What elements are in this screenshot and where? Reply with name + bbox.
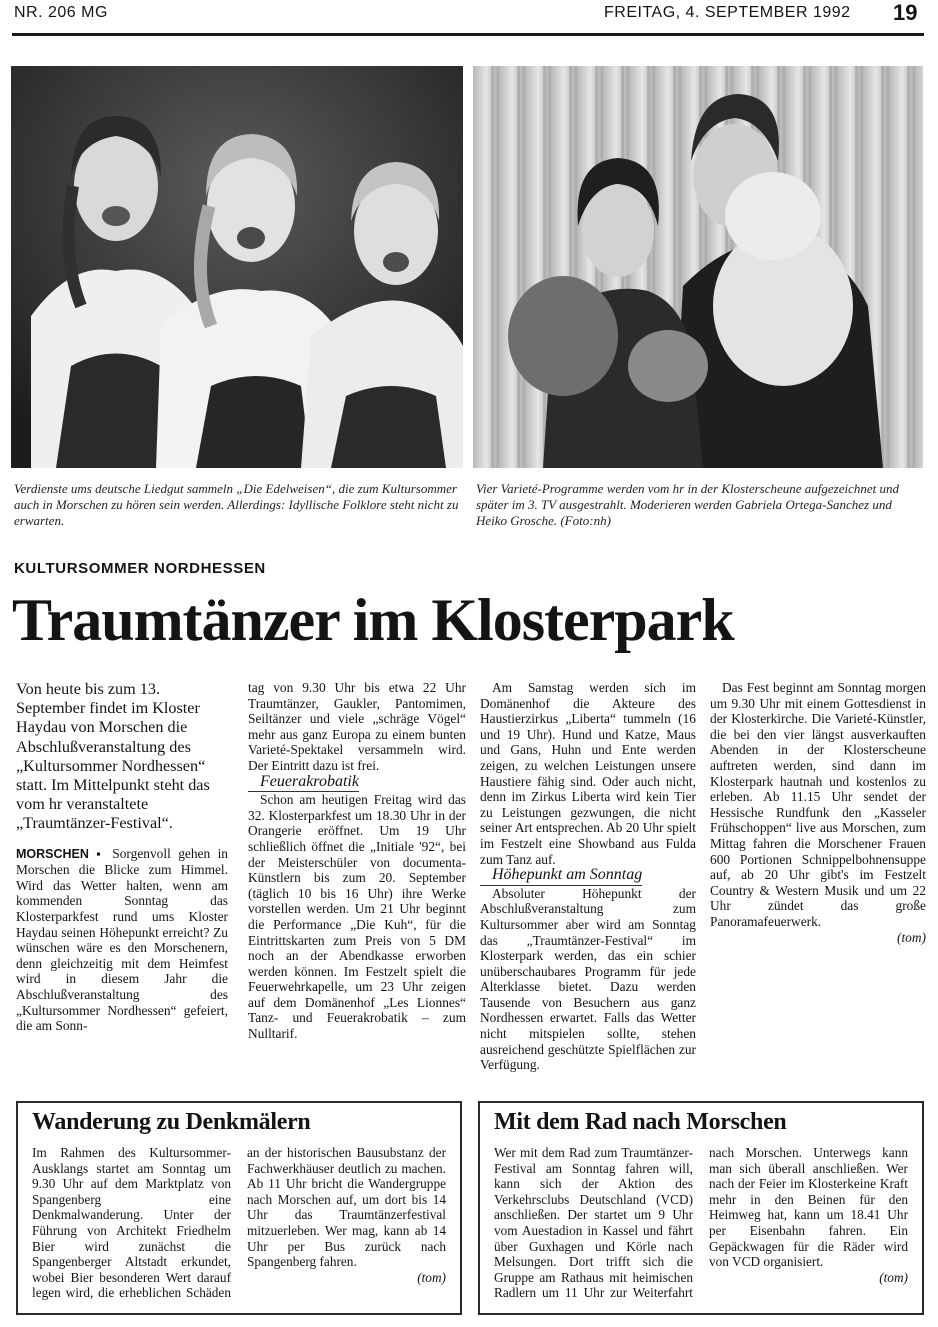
photo-edelweisen-image bbox=[11, 66, 463, 468]
article-column-2 bbox=[248, 680, 466, 1042]
header-rule bbox=[12, 33, 924, 36]
photo-presenters-image bbox=[473, 66, 923, 468]
article-dateline: MORSCHEN ▪ bbox=[16, 846, 105, 861]
article-headline: Traumtänzer im Klosterpark bbox=[12, 587, 734, 653]
box-rad-title: Mit dem Rad nach Morschen bbox=[494, 1109, 787, 1135]
box-rad-body bbox=[494, 1145, 908, 1301]
photo-presenters bbox=[473, 66, 923, 468]
article-paragraph-3: Am Samstag werden sich im Domänenhof die Akteure des Haustierzirkus „Liberta“ tummeln (16 und 19 Uhr). Hund und Katze, Maus und Gans, Huhn und Ente werden zeigen, zu welchen Leistungen unsere Haustiere fähig sind. Oder auch nicht, denn im Zirkus Liberta wird kein Tier zu Leistungen gezwungen, die nicht seiner Art entsprechen. Ab 20 Uhr spielt im Festzelt eine Showband aus Fulda zum Tanz auf. bbox=[480, 680, 696, 867]
article-paragraph-1-cont bbox=[248, 680, 466, 774]
box-wanderung bbox=[16, 1101, 462, 1315]
article-paragraph-4: Absoluter Höhepunkt der Abschlußveranstaltung zum Kultursommer aber wird am Sonntag das „Traumtänzer-Festival“ im Klosterpark werden, das ein schier unüberschaubares Programm für jede Alterklasse bietet. Dazu werden Tausende von Besuchern aus ganz Nordhessen erwartet. Falls das Wetter nicht mitspielen sollte, stehen ausreichend geschützte Spielflächen zur Verfügung. bbox=[480, 885, 696, 1073]
article-paragraph-5: Das Fest beginnt am Sonntag morgen um 9.30 Uhr mit einem Gottesdienst in der Klosterkirche. Die Varieté-Künstler, die bei den vier längst ausverkauften Abenden in der Klosterscheune auftreten werden, sind dann im Klosterpark hautnah und kostenlos zu erleben. Ab 11.15 Uhr sendet der Hessische Rundfunk den „Kasseler Frühschoppen“ live aus Morschen, zum Mittag fahren die Morschener Frauen 600 Portionen Schnippelbohnensuppe auf, ab 20 Uhr gibt's im Festzelt Country & Western Musik und um 22 Uhr zündet das große Panoramafeuerwerk. bbox=[710, 680, 926, 929]
caption-left: Verdienste ums deutsche Liedgut sammeln „Die Edelweisen“, die zum Kultursommer auch in Morschen zu hören sein werden. Allerdings: Idyllische Folklore steht nicht zu erwarten. bbox=[14, 481, 459, 528]
box-wanderung-title: Wanderung zu Denkmälern bbox=[32, 1109, 311, 1135]
article-column-4 bbox=[710, 680, 926, 945]
box-wanderung-body bbox=[32, 1145, 446, 1301]
article-paragraph-1-cont-text: tag von 9.30 Uhr bis etwa 22 Uhr Traumtänzer, Gaukler, Pantomimen, Seiltänzer und viele „schräge Vögel“ mehr aus ganz Europa zu einem bunten Varieté-Spektakel versammeln wird. Der Eintritt dazu ist frei. bbox=[248, 680, 466, 773]
box-rad-signature: (tom) bbox=[879, 1269, 908, 1285]
box-rad-text: Wer mit dem Rad zum Traumtänzer-Festival am Sonntag fahren will, kann sich der Aktion des Verkehrsclubs Deutschland (VCD) anschließen. Der startet um 9 Uhr vom Auestadion in Kassel und fährt über Guxhagen und Körle nach Melsungen. Dort trifft sich die Gruppe am Rathaus mit heimischen Radlern um 11 Uhr zur Weiterfahrt nach Morschen. Unterwegs kann man sich überall anschließen. Wer nach der Feier im Klosterkeine Kraft mehr in den Beinen für den Heimweg hat, kann um 18.41 Uhr per Eisenbahn fahren. Ein Gepäckwagen für die Räder wird von VCD organisiert. bbox=[494, 1145, 908, 1301]
photo-edelweisen bbox=[11, 66, 463, 468]
article-subhead-2: Höhepunkt am Sonntag bbox=[480, 867, 642, 886]
article-column-3 bbox=[480, 680, 696, 1073]
issue-date: FREITAG, 4. SEPTEMBER 1992 bbox=[604, 4, 851, 21]
article-kicker: KULTURSOMMER NORDHESSEN bbox=[14, 560, 266, 577]
article-paragraph-1 bbox=[16, 846, 228, 1034]
article-column-1 bbox=[16, 680, 228, 1034]
article-subhead-1: Feuerakrobatik bbox=[248, 774, 359, 793]
article-paragraph-2: Schon am heutigen Freitag wird das 32. Klosterparkfest um 18.30 Uhr in der Orangerie eröffnet. Um 19 Uhr schließlich öffnet die „Initiale '92“, bei der Meisterschüler von documenta-Künstlern bis zum 20. September (täglich 10 bis 16 Uhr) ihre Werke vorstellen werden. Um 21 Uhr beginnt die Performance „Die Kuh“, für die Eintrittskarten zum Preis von 5 DM noch an der Abendkasse erworben werden können. Im Festzelt spielt die Feuerwehrkapelle, um 23 Uhr zeigen auf dem Domänenhof „Les Lionnes“ Tanz- und Feuerakrobatik – zum Nulltarif. bbox=[248, 792, 466, 1042]
issue-number: NR. 206 MG bbox=[14, 4, 108, 21]
box-rad bbox=[478, 1101, 924, 1315]
box-wanderung-signature: (tom) bbox=[417, 1269, 446, 1285]
article-signature: (tom) bbox=[896, 929, 926, 945]
article-paragraph-1-text: Sorgenvoll gehen in Morschen die Blicke zum Himmel. Wird das Wetter halten, wenn am kommenden Sonntag das Klosterparkfest rund ums Kloster Haydau seinen Höhepunkt erreicht? Zu wünschen wäre es den Morschenern, denn gleichzeitig mit dem Heimfest wird in diesem Jahr die Abschlußveranstaltung des „Kultursommer Nordhessen“ gefeiert, die am Sonn- bbox=[16, 845, 228, 1034]
page-number: 19 bbox=[893, 0, 918, 25]
caption-right: Vier Varieté-Programme werden vom hr in der Klosterscheune aufgezeichnet und später im 3. TV ausgestrahlt. Moderieren werden Gabriela Ortega-Sanchez und Heiko Grosche. (Foto:nh) bbox=[476, 481, 900, 528]
box-wanderung-text: Im Rahmen des Kultursommer-Ausklangs startet am Sonntag um 9.30 Uhr auf dem Marktplatz von Spangenberg eine Denkmalwanderung. Unter der Führung von Architekt Friedhelm Bier wird zunächst die Spangenberger Altstadt erkundet, wobei Bier besonderen Wert darauf legen wird, die erheblichen Schäden an der historischen Bausubstanz der Fachwerkhäuser deutlich zu machen. Ab 11 Uhr bricht die Wandergruppe nach Morschen auf, um dort bis 14 Uhr das Traumtänzerfestival mitzuerleben. Wer mag, kann ab 14 Uhr per Bus zurück nach Spangenberg fahren. bbox=[32, 1145, 446, 1301]
article-lead: Von heute bis zum 13. September findet im Kloster Haydau von Morschen die Abschlußveranstaltung des „Kultursommer Nordhessen“ statt. Im Mittelpunkt steht das vom hr veranstaltete „Traumtänzer-Festival“. bbox=[16, 680, 210, 833]
